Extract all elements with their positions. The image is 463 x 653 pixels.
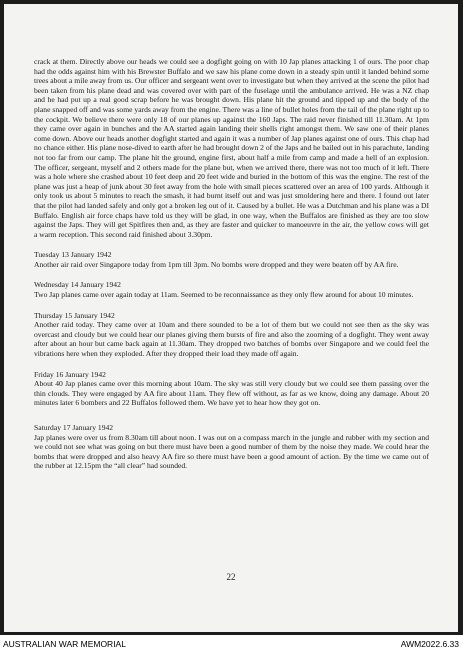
entry-date: Saturday 17 January 1942 (34, 423, 114, 432)
diary-entry (34, 311, 429, 359)
archive-footer (0, 635, 463, 653)
entry-text: Another raid today. They came over at 10am and there sounded to be a lot of them but we could not see then as the sky was overcast and cloudy but we could hear our planes giving them bursts of fire and also the zooming of a dogfight. They went away after about an hour but came back again at 11.30am. They dropped two batches of bombs over Singapore and we could feel the vibrations here when they exploded. After they dropped their load they made off again. (34, 320, 429, 359)
diary-entry (34, 423, 429, 471)
page-number: 22 (226, 572, 236, 582)
diary-entry (34, 280, 429, 299)
diary-entry (34, 370, 429, 408)
entry-date: Thursday 15 January 1942 (34, 310, 115, 320)
diary-entry (34, 250, 429, 269)
entry-date: Wednesday 14 January 1942 (34, 280, 121, 290)
reference-code: AWM2022.6.33 (400, 639, 459, 649)
entry-text: About 40 Jap planes came over this morning about 10am. The sky was still very cloudy but we could see them passing over the thin clouds. They were engaged by AA fire about 11am. They flew off without, as far as we know, doing any damage. About 20 minutes later 6 bombers and 22 Buffalos followed them. We have yet to hear how they got on. (34, 379, 429, 408)
entry-text: Jap planes were over us from 8.30am till about noon. I was out on a compass march in the jungle and rubber with my section and we could not see what was going on but there must have been a good number of them by the noise they made. We could hear the bombs that were dropped and also heavy AA fire so there must have been a good amount of action. By the time we came out of the rubber at 12.15pm the “all clear” had sounded. (34, 432, 429, 471)
entry-text: Two Jap planes came over again today at 11am. Seemed to be reconnaissance as they only flew around for about 10 minutes. (34, 290, 414, 300)
document-page (4, 4, 458, 632)
opening-paragraph: crack at them. Directly above our heads we could see a dogfight going on with 10 Jap planes attacking 1 of ours. The poor chap had the odds against him with his Brewster Buffalo and we saw his plane come down in a steady spin until it landed behind some trees about a mile away from us. Our officer and sergeant went over to investigate but when they arrived at the scene the pilot had been taken from his plane dead and was covered over with part of the fuselage until the ambulance arrived. He was a NZ chap and he had put up a real good scrap before he was brought down. His plane hit the ground and tipped up and the body of the plane snapped off and was some yards away from the engine. There was a line of bullet holes from the tail of the plane right up to the cockpit. We believe there were only 18 of our planes up against the 160 Japs. The raid never finished till 11.30am. At 1pm they came over again in bunches and the AA started again landing their shells right amongst them. We saw one of their planes come down. Above our heads another dogfight started and again it was a number of Jap planes against one of ours. This chap had no chance either. His plane nose-dived to earth after he had brought down 2 of the Japs and he bailed out in his parachute, landing not too far from our camp. The plane hit the ground, engine first, about half a mile from camp and made a hell of an explosion. The officer, sergeant, myself and 2 others made for the plane but, when we arrived there, there was not too much of it left. There was a hole where she crashed about 10 feet deep and 20 feet wide and buried in the bottom of this was the engine. The rest of the plane was just a heap of junk about 30 feet away from the hole with small pieces scattered over an area of 100 yards. Although it only took us about 5 minutes to reach the smash, it had burnt itself out and was just smoldering here and there. I found out later that the pilot had landed safely and only got a broken leg out of it. Caused by a bullet. He was a Dutchman and his plane was a DI Buffalo. English air force chaps have told us they will be glad, in one way, when the Buffalos are finished as they are too slow against the Japs. They will get Spitfires then and, as they are faster and quicker to manoeuvre in the air, the yellow cows will get a warm reception. This second raid finished about 3.30pm. (34, 57, 429, 239)
entry-date: Tuesday 13 January 1942 (34, 250, 112, 260)
entry-text: Another air raid over Singapore today from 1pm till 3pm. No bombs were dropped and they were beaten off by AA fire. (34, 259, 399, 269)
diary-text (34, 57, 429, 471)
institution-label: AUSTRALIAN WAR MEMORIAL (3, 639, 126, 649)
entry-date: Friday 16 January 1942 (34, 369, 106, 379)
